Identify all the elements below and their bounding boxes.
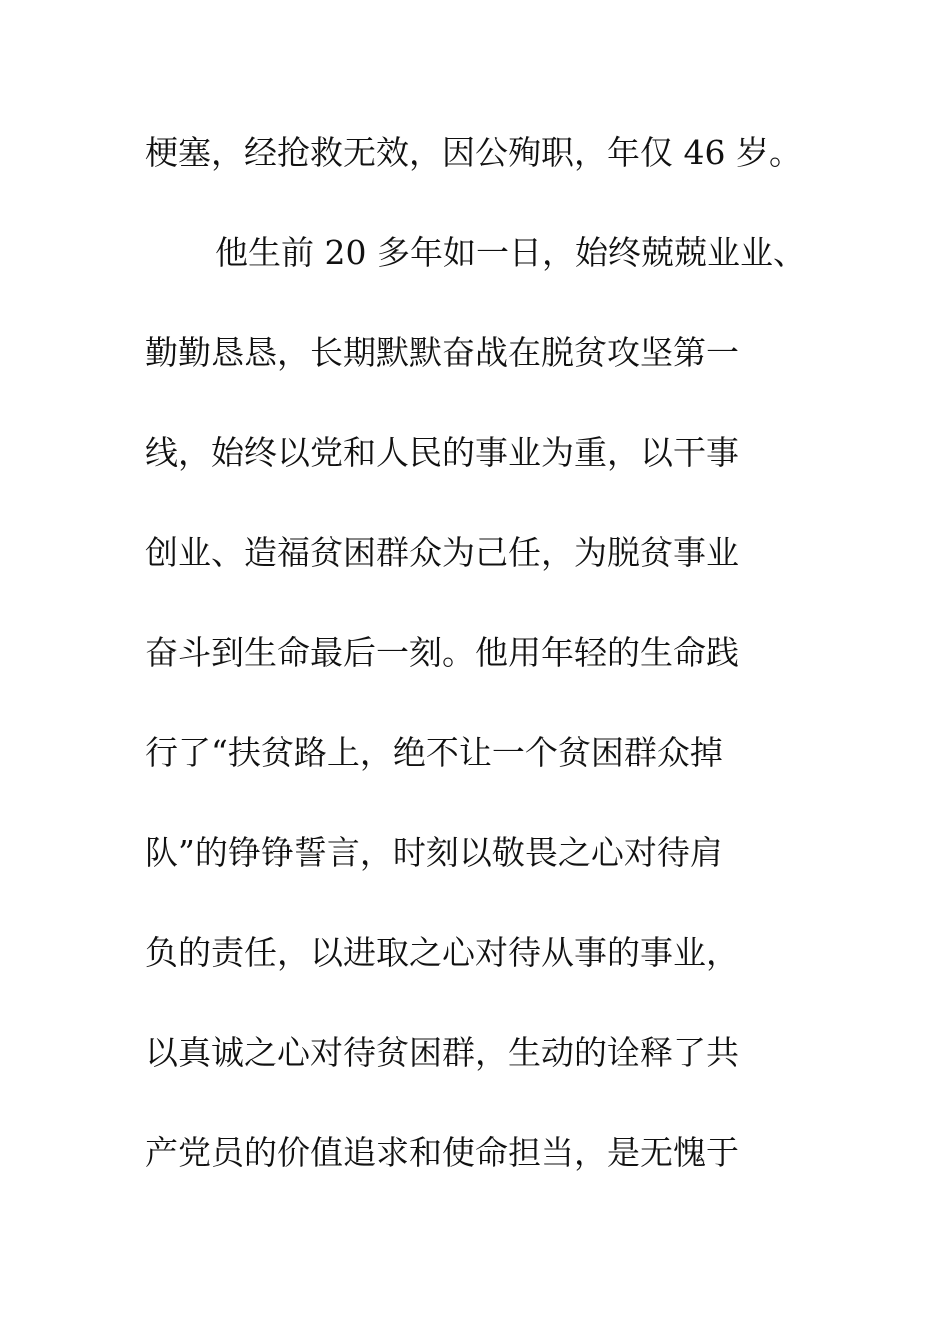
text-line: 队”的铮铮誓言，时刻以敬畏之心对待肩 (145, 833, 723, 872)
text-line: 梗塞，经抢救无效，因公殉职，年仅 46 岁。 (145, 133, 802, 172)
text-line: 产党员的价值追求和使命担当，是无愧于 (145, 1133, 739, 1172)
text-line: 负的责任，以进取之心对待从事的事业， (145, 933, 739, 972)
text-line: 线，始终以党和人民的事业为重，以干事 (145, 433, 739, 472)
text-line: 创业、造福贫困群众为己任，为脱贫事业 (145, 533, 739, 572)
text-line: 行了“扶贫路上，绝不让一个贫困群众掉 (145, 733, 723, 772)
text-line: 勤勤恳恳，长期默默奋战在脱贫攻坚第一 (145, 333, 739, 372)
text-line: 奋斗到生命最后一刻。他用年轻的生命践 (145, 633, 739, 672)
paragraph-first-line: 他生前 20 多年如一日，始终兢兢业业、 (215, 233, 806, 272)
text-line: 以真诚之心对待贫困群，生动的诠释了共 (145, 1033, 739, 1072)
